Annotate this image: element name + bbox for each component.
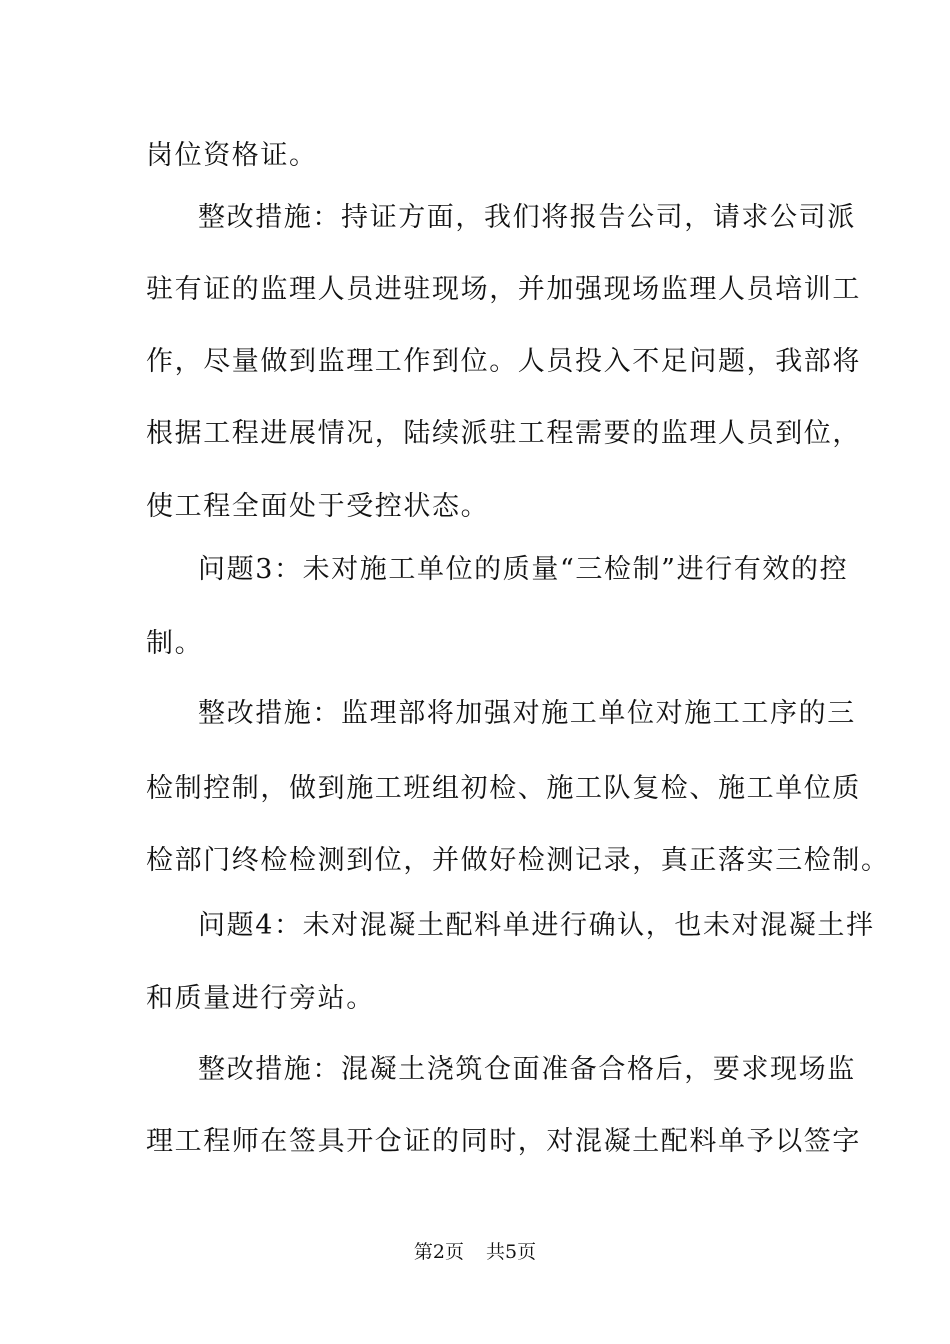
page-total: 共5页 xyxy=(486,1241,537,1263)
text-line: 整改措施：监理部将加强对施工单位对施工工序的三 xyxy=(198,698,856,729)
text-line: 使工程全面处于受控状态。 xyxy=(146,491,490,522)
text-line: 作，尽量做到监理工作到位。人员投入不足问题，我部将 xyxy=(146,346,861,377)
text-line: 和质量进行旁站。 xyxy=(146,983,375,1014)
text-line: 理工程师在签具开仓证的同时，对混凝土配料单予以签字 xyxy=(146,1126,861,1157)
text-line: 岗位资格证。 xyxy=(146,140,318,171)
text-line: 制。 xyxy=(146,628,204,659)
text-line: 检部门终检检测到位，并做好检测记录，真正落实三检制。 xyxy=(146,845,890,876)
text-line: 整改措施：混凝土浇筑仓面准备合格后，要求现场监 xyxy=(198,1054,856,1085)
page-footer xyxy=(0,1238,950,1266)
page-number: 第2页 xyxy=(413,1241,464,1263)
text-line: 问题4：未对混凝土配料单进行确认，也未对混凝土拌 xyxy=(198,910,875,941)
text-line: 根据工程进展情况，陆续派驻工程需要的监理人员到位， xyxy=(146,418,861,449)
text-line: 整改措施：持证方面，我们将报告公司，请求公司派 xyxy=(198,202,856,233)
text-line: 问题3：未对施工单位的质量“三检制”进行有效的控 xyxy=(198,554,849,585)
text-line: 驻有证的监理人员进驻现场，并加强现场监理人员培训工 xyxy=(146,274,861,305)
text-line: 检制控制，做到施工班组初检、施工队复检、施工单位质 xyxy=(146,773,861,804)
